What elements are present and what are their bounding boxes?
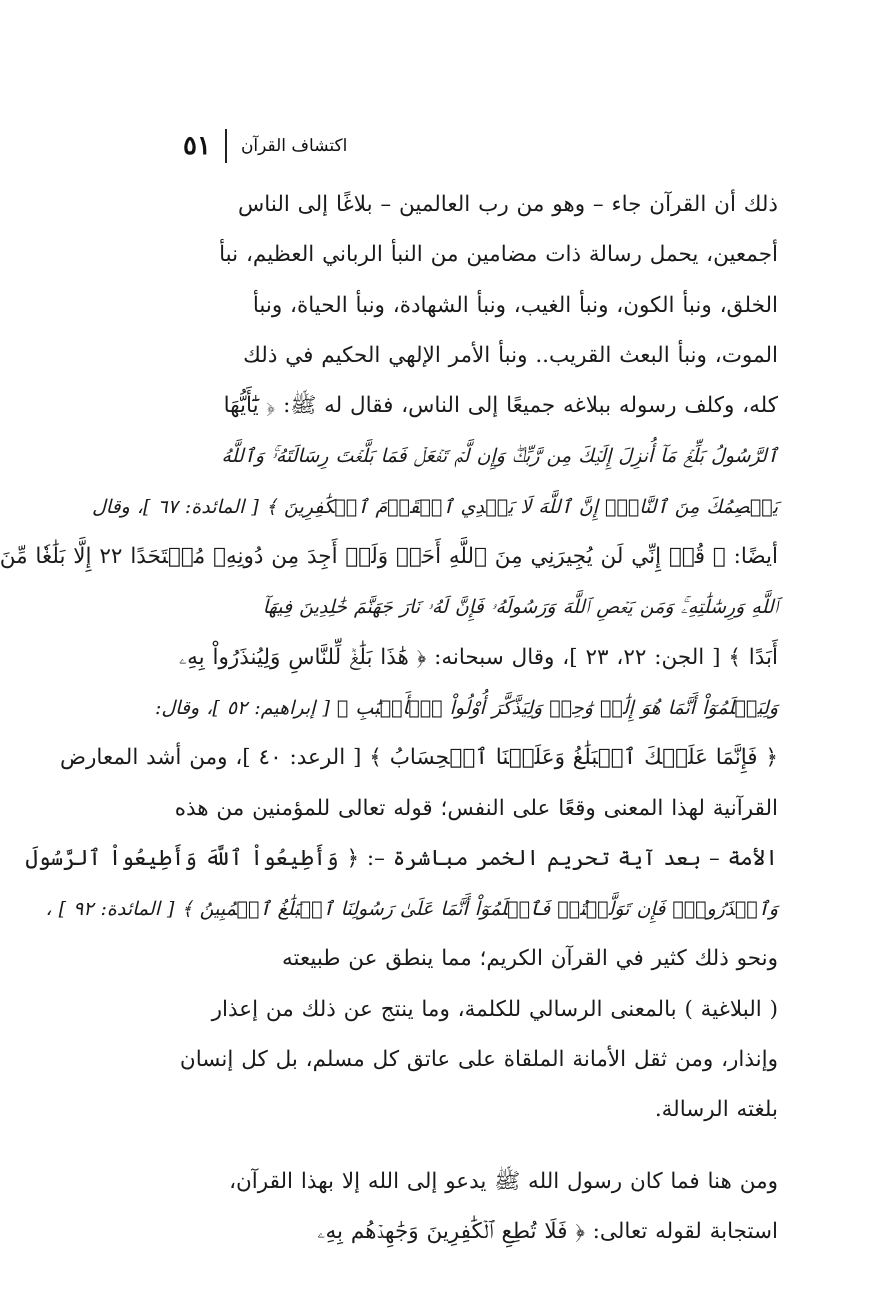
- text-line: بلغته الرسالة.: [654, 1097, 778, 1123]
- body-text: [0, 180, 778, 1257]
- header-divider: [225, 129, 227, 163]
- text-line: ونحو ذلك كثير في القرآن الكريم؛ مما ينطق عن طبيعته: [282, 946, 778, 972]
- text-line: أيضًا: ﴿ قُلۡ إِنِّي لَن يُجِيرَنِي مِنَ ٱللَّهِ أَحَدٞ وَلَنۡ أَجِدَ مِن دُونِهِۦ مُلۡتَحَدًا ٢٢ إِلَّا بَلَٰغٗا مِّنَ: [0, 544, 778, 570]
- text-line: وإنذار، ومن ثقل الأمانة الملقاة على عاتق كل مسلم، بل كل إنسان: [179, 1047, 778, 1073]
- text-line: استجابة لقوله تعالى: ﴿ فَلَا تُطِعِ ٱلۡكَٰفِرِينَ وَجَٰهِدۡهُم بِهِۦ: [317, 1218, 778, 1244]
- text-line: القرآنية لهذا المعنى وقعًا على النفس؛ قوله تعالى للمؤمنين من هذه: [174, 795, 778, 821]
- text-line: ومن هنا فما كان رسول الله ﷺ يدعو إلى الله إلا بهذا القرآن،: [229, 1168, 778, 1194]
- quran-verse-line: وَٱحۡذَرُواْۚ فَإِن تَوَلَّيۡتُمۡ فَٱعۡلَمُوٓاْ أَنَّمَا عَلَىٰ رَسُولِنَا ٱلۡبَلَٰغُ ٱلۡمُبِينُ ﴾ [ المائدة: ٩٢ ] ،: [45, 898, 778, 921]
- text-line: الأمة – بعد آية تحريم الخمر مباشرة –: ﴿ وَأَطِيعُواْ ٱللَّهَ وَأَطِيعُواْ ٱلرَّسُولَ: [25, 845, 778, 871]
- running-title: اكتشاف القرآن: [240, 136, 348, 156]
- page-number: ٥١: [183, 131, 211, 161]
- text-line: أَبَدًا ﴾ [ الجن: ٢٢، ٢٣ ]، وقال سبحانه: ﴿ هَٰذَا بَلَٰغٞ لِّلنَّاسِ وَلِيُنذَرُواْ بِهِۦ: [178, 644, 778, 670]
- text-line: ( البلاغية ) بالمعنى الرسالي للكلمة، وما ينتج عن ذلك من إعذار: [211, 996, 778, 1022]
- text-line: الخلق، ونبأ الكون، ونبأ الغيب، ونبأ الشهادة، ونبأ الحياة، ونبأ: [252, 292, 778, 318]
- text-line: ذلك أن القرآن جاء – وهو من رب العالمين – بلاغًا إلى الناس: [238, 192, 778, 217]
- text-line: كله، وكلف رسوله ببلاغه جميعًا إلى الناس، فقال له ﷺ: ﴿ يَٰٓأَيُّهَا: [223, 393, 778, 419]
- text-line: أجمعين، يحمل رسالة ذات مضامين من النبأ الرباني العظيم، نبأ: [219, 242, 778, 268]
- paragraph-1: [0, 180, 778, 1136]
- quran-verse-line: ٱلرَّسُولُ بَلِّغۡ مَآ أُنزِلَ إِلَيۡكَ مِن رَّبِّكَۖ وَإِن لَّمۡ تَفۡعَلۡ فَمَا بَلَّغۡتَ رِسَالَتَهُۥۚ وَٱللَّهُ: [221, 445, 778, 468]
- text-line: الموت، ونبأ البعث القريب.. ونبأ الأمر الإلهي الحكيم في ذلك: [243, 342, 778, 368]
- running-header: [183, 126, 354, 166]
- text-line: ﴿ فَإِنَّمَا عَلَيۡكَ ٱلۡبَلَٰغُ وَعَلَيۡنَا ٱلۡحِسَابُ ﴾ [ الرعد: ٤٠ ]، ومن أشد المعارض: [60, 745, 778, 771]
- quran-verse-line: ٱللَّهِ وَرِسَٰلَٰتِهِۦۚ وَمَن يَعۡصِ ٱللَّهَ وَرَسُولَهُۥ فَإِنَّ لَهُۥ نَارَ جَهَنَّمَ خَٰلِدِينَ فِيهَآ: [262, 596, 778, 619]
- quran-verse-line: وَلِيَعۡلَمُوٓاْ أَنَّمَا هُوَ إِلَٰهٞ وَٰحِدٞ وَلِيَذَّكَّرَ أُوْلُواْ ٱلۡأَلۡبَٰبِ ﴾ [ إبراهيم: ٥٢ ]، وقال:: [154, 696, 778, 719]
- paragraph-2: [183, 1157, 778, 1258]
- quran-verse-line: يَعۡصِمُكَ مِنَ ٱلنَّاسِۗ إِنَّ ٱللَّهَ لَا يَهۡدِي ٱلۡقَوۡمَ ٱلۡكَٰفِرِينَ ﴾ [ المائدة: ٦٧ ]، وقال: [91, 495, 778, 518]
